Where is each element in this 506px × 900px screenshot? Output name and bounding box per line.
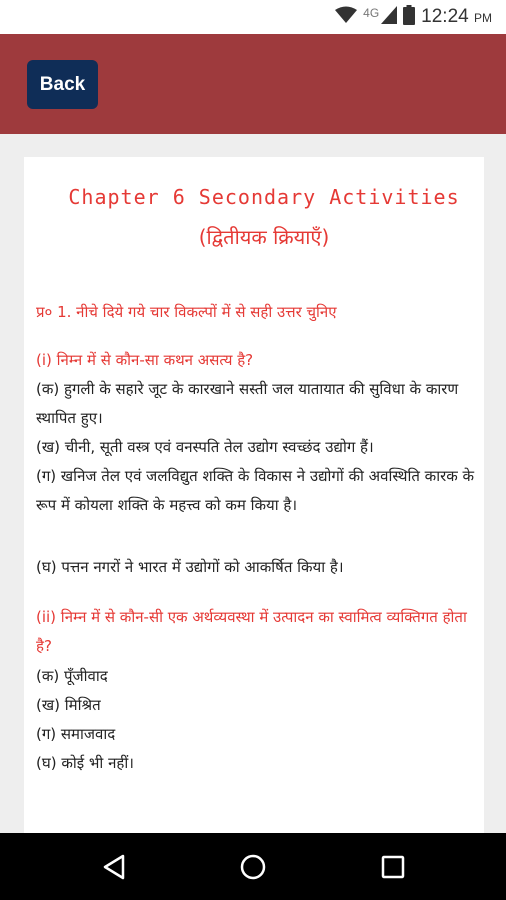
nav-back-icon[interactable] (102, 854, 126, 884)
question-2: (ii) निम्न में से कौन-सी एक अर्थव्यवस्था में उत्पादन का स्वामित्व व्यक्तिगत होता है? (36, 608, 467, 655)
chapter-title: Chapter 6 Secondary Activities (68, 185, 460, 209)
q2-option-b: (ख) मिश्रित (36, 696, 101, 714)
battery-icon (403, 5, 415, 29)
navigation-bar (0, 833, 506, 900)
q1-option-a: (क) हुगली के सहारे जूट के कारखाने सस्ती जल यातायात की सुविधा के कारण स्थापित हुए। (36, 380, 459, 427)
clock-time: 12:24 (421, 6, 469, 27)
cell-signal-icon (381, 6, 397, 28)
content-card (24, 157, 484, 833)
question-1: (i) निम्न में से कौन-सा कथन असत्य है? (36, 351, 254, 369)
nav-recents-icon[interactable] (381, 855, 405, 883)
question-heading: प्र० 1. नीचे दिये गये चार विकल्पों में से सही उत्तर चुनिए (36, 303, 337, 321)
clock-ampm: PM (474, 11, 492, 25)
q1-option-c: (ग) खनिज तेल एवं जलविद्युत शक्ति के विकास ने उद्योगों की अवस्थिति कारक के रूप में कोयला शक्ति के महत्त्व को कम किया है। (36, 467, 475, 514)
clock (421, 6, 492, 28)
q2-option-d: (घ) कोई भी नहीं। (36, 754, 134, 772)
q2-option-c: (ग) समाजवाद (36, 725, 116, 743)
app-bar (0, 34, 506, 134)
status-bar (0, 0, 506, 34)
network-type-label: 4G (363, 6, 380, 20)
nav-home-icon[interactable] (240, 854, 266, 884)
chapter-subtitle: (द्वितीयक क्रियाएँ) (198, 225, 330, 249)
wifi-icon (335, 6, 357, 28)
q2-option-a: (क) पूँजीवाद (36, 667, 108, 685)
q1-option-b: (ख) चीनी, सूती वस्त्र एवं वनस्पति तेल उद्योग स्वच्छंद उद्योग हैं। (36, 438, 374, 456)
status-icons (335, 6, 492, 28)
back-button[interactable]: Back (27, 60, 98, 109)
q1-option-d: (घ) पत्तन नगरों ने भारत में उद्योगों को आकर्षित किया है। (36, 558, 344, 576)
